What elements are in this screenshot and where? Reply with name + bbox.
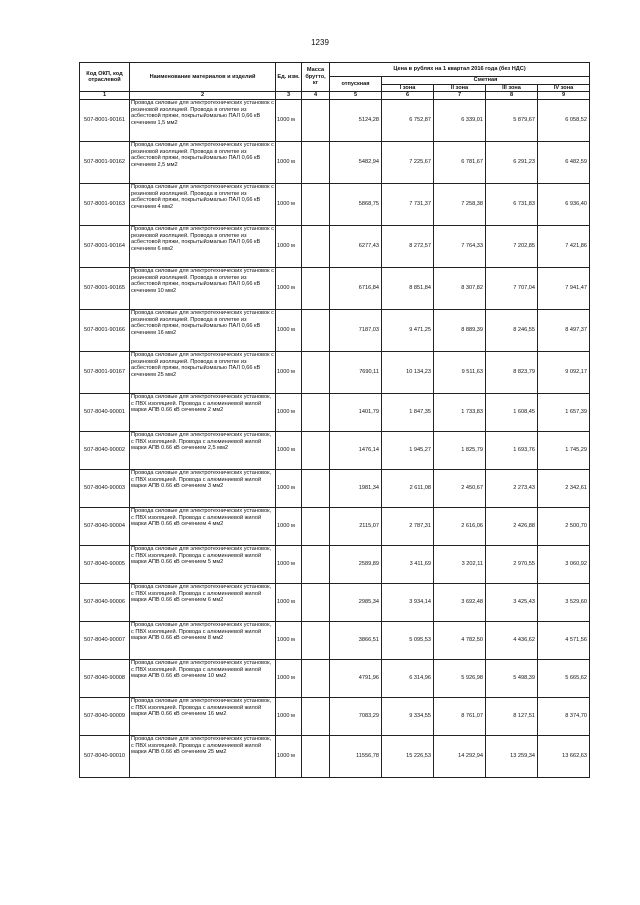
zone-4-price-cell: 4 571,56 xyxy=(538,622,590,660)
release-price-cell: 2589,89 xyxy=(330,546,382,584)
mass-cell xyxy=(302,736,330,778)
table-row xyxy=(80,470,590,508)
header-zone-3: III зона xyxy=(486,84,538,92)
release-price-cell: 3866,51 xyxy=(330,622,382,660)
zone-3-price-cell: 1 608,45 xyxy=(486,394,538,432)
table-row xyxy=(80,698,590,736)
zone-2-price-cell: 6 339,01 xyxy=(434,100,486,142)
table-row xyxy=(80,508,590,546)
table-row xyxy=(80,226,590,268)
mass-cell xyxy=(302,100,330,142)
material-name-cell: Провода силовые для электротехнических установок, с ПВХ изоляцией. Провода с алюминиевой жилой марки АПВ 0.66 кВ сечением 2 мм2 xyxy=(130,394,276,432)
release-price-cell: 11556,78 xyxy=(330,736,382,778)
okp-code-cell: 507-8040-90009 xyxy=(80,698,130,736)
column-number: 3 xyxy=(276,92,302,100)
zone-2-price-cell: 8 761,07 xyxy=(434,698,486,736)
zone-1-price-cell: 6 752,87 xyxy=(382,100,434,142)
zone-3-price-cell: 5 879,67 xyxy=(486,100,538,142)
release-price-cell: 5482,94 xyxy=(330,142,382,184)
zone-4-price-cell: 8 497,37 xyxy=(538,310,590,352)
material-name-cell: Провода силовые для электротехнических установок, с ПВХ изоляцией. Провода с алюминиевой жилой марки АПВ 0.66 кВ сечением 5 мм2 xyxy=(130,546,276,584)
zone-1-price-cell: 3 411,69 xyxy=(382,546,434,584)
zone-3-price-cell: 5 498,39 xyxy=(486,660,538,698)
zone-1-price-cell: 8 851,84 xyxy=(382,268,434,310)
unit-cell: 1000 м xyxy=(276,394,302,432)
release-price-cell: 7690,11 xyxy=(330,352,382,394)
zone-3-price-cell: 4 436,62 xyxy=(486,622,538,660)
zone-2-price-cell: 5 926,98 xyxy=(434,660,486,698)
mass-cell xyxy=(302,622,330,660)
mass-cell xyxy=(302,508,330,546)
zone-1-price-cell: 7 225,67 xyxy=(382,142,434,184)
release-price-cell: 2115,07 xyxy=(330,508,382,546)
table-row xyxy=(80,660,590,698)
material-name-cell: Провода силовые для электротехнических установок с резиновой изоляцией. Провода в оплетке из асбестовой пряжи, покрытыйэмалью ПАЛ 0,66 кВ сечением 16 мм2 xyxy=(130,310,276,352)
unit-cell: 1000 м xyxy=(276,226,302,268)
material-name-cell: Провода силовые для электротехнических установок с резиновой изоляцией. Провода в оплетке из асбестовой пряжи, покрытыйэмалью ПАЛ 0,66 кВ сечением 1,5 мм2 xyxy=(130,100,276,142)
zone-4-price-cell: 6 936,40 xyxy=(538,184,590,226)
zone-1-price-cell: 7 731,37 xyxy=(382,184,434,226)
zone-1-price-cell: 15 226,53 xyxy=(382,736,434,778)
zone-4-price-cell: 5 665,62 xyxy=(538,660,590,698)
zone-1-price-cell: 9 471,25 xyxy=(382,310,434,352)
release-price-cell: 5868,75 xyxy=(330,184,382,226)
zone-2-price-cell: 7 258,38 xyxy=(434,184,486,226)
zone-1-price-cell: 5 095,53 xyxy=(382,622,434,660)
okp-code-cell: 507-8040-90010 xyxy=(80,736,130,778)
material-name-cell: Провода силовые для электротехнических установок с резиновой изоляцией. Провода в оплетке из асбестовой пряжи, покрытыйэмалью ПАЛ 0,66 кВ сечением 6 мм2 xyxy=(130,226,276,268)
column-number: 6 xyxy=(382,92,434,100)
material-name-cell: Провода силовые для электротехнических установок, с ПВХ изоляцией. Провода с алюминиевой жилой марки АПВ 0.66 кВ сечением 16 мм2 xyxy=(130,698,276,736)
unit-cell: 1000 м xyxy=(276,584,302,622)
zone-3-price-cell: 2 273,43 xyxy=(486,470,538,508)
zone-2-price-cell: 3 692,48 xyxy=(434,584,486,622)
material-name-cell: Провода силовые для электротехнических установок, с ПВХ изоляцией. Провода с алюминиевой жилой марки АПВ 0.66 кВ сечением 10 мм2 xyxy=(130,660,276,698)
okp-code-cell: 507-8040-90004 xyxy=(80,508,130,546)
zone-4-price-cell: 7 421,86 xyxy=(538,226,590,268)
header-code: Код ОКП, код отраслевой xyxy=(80,63,130,92)
mass-cell xyxy=(302,184,330,226)
unit-cell: 1000 м xyxy=(276,470,302,508)
release-price-cell: 1981,34 xyxy=(330,470,382,508)
okp-code-cell: 507-8001-90167 xyxy=(80,352,130,394)
unit-cell: 1000 м xyxy=(276,508,302,546)
mass-cell xyxy=(302,470,330,508)
header-price-group: Цена в рублях на 1 квартал 2016 года (без НДС) xyxy=(330,63,590,77)
mass-cell xyxy=(302,268,330,310)
okp-code-cell: 507-8040-90002 xyxy=(80,432,130,470)
zone-3-price-cell: 13 259,34 xyxy=(486,736,538,778)
table-row xyxy=(80,184,590,226)
unit-cell: 1000 м xyxy=(276,268,302,310)
zone-1-price-cell: 10 134,23 xyxy=(382,352,434,394)
zone-1-price-cell: 6 314,96 xyxy=(382,660,434,698)
zone-4-price-cell: 9 092,17 xyxy=(538,352,590,394)
unit-cell: 1000 м xyxy=(276,622,302,660)
zone-2-price-cell: 3 202,11 xyxy=(434,546,486,584)
zone-3-price-cell: 6 291,23 xyxy=(486,142,538,184)
zone-1-price-cell: 3 934,14 xyxy=(382,584,434,622)
table-row xyxy=(80,432,590,470)
page-number: 1239 xyxy=(311,38,329,47)
zone-1-price-cell: 1 945,27 xyxy=(382,432,434,470)
column-number: 4 xyxy=(302,92,330,100)
mass-cell xyxy=(302,226,330,268)
table-row xyxy=(80,394,590,432)
zone-4-price-cell: 3 060,92 xyxy=(538,546,590,584)
header-name: Наименование материалов и изделий xyxy=(130,63,276,92)
price-table-body xyxy=(80,100,590,778)
table-row xyxy=(80,268,590,310)
okp-code-cell: 507-8040-90008 xyxy=(80,660,130,698)
price-table xyxy=(79,62,590,778)
unit-cell: 1000 м xyxy=(276,698,302,736)
unit-cell: 1000 м xyxy=(276,432,302,470)
okp-code-cell: 507-8040-90005 xyxy=(80,546,130,584)
release-price-cell: 4791,96 xyxy=(330,660,382,698)
unit-cell: 1000 м xyxy=(276,184,302,226)
header-zone-4: IV зона xyxy=(538,84,590,92)
column-number: 1 xyxy=(80,92,130,100)
zone-2-price-cell: 7 764,33 xyxy=(434,226,486,268)
zone-2-price-cell: 8 307,82 xyxy=(434,268,486,310)
table-row xyxy=(80,584,590,622)
material-name-cell: Провода силовые для электротехнических установок с резиновой изоляцией. Провода в оплетке из асбестовой пряжи, покрытыйэмалью ПАЛ 0,66 кВ сечением 4 мм2 xyxy=(130,184,276,226)
material-name-cell: Провода силовые для электротехнических установок, с ПВХ изоляцией. Провода с алюминиевой жилой марки АПВ 0.66 кВ сечением 8 мм2 xyxy=(130,622,276,660)
header-unit: Ед. изм. xyxy=(276,63,302,92)
zone-2-price-cell: 1 825,79 xyxy=(434,432,486,470)
mass-cell xyxy=(302,546,330,584)
zone-2-price-cell: 9 511,63 xyxy=(434,352,486,394)
zone-4-price-cell: 6 482,59 xyxy=(538,142,590,184)
okp-code-cell: 507-8040-90001 xyxy=(80,394,130,432)
table-row xyxy=(80,736,590,778)
header-mass: Масса брутто, кг xyxy=(302,63,330,92)
release-price-cell: 1476,14 xyxy=(330,432,382,470)
mass-cell xyxy=(302,142,330,184)
okp-code-cell: 507-8040-90003 xyxy=(80,470,130,508)
material-name-cell: Провода силовые для электротехнических установок с резиновой изоляцией. Провода в оплетке из асбестовой пряжи, покрытыйэмалью ПАЛ 0,66 кВ сечением 10 мм2 xyxy=(130,268,276,310)
column-number: 5 xyxy=(330,92,382,100)
release-price-cell: 6277,43 xyxy=(330,226,382,268)
table-row xyxy=(80,546,590,584)
zone-3-price-cell: 2 970,55 xyxy=(486,546,538,584)
okp-code-cell: 507-8001-90166 xyxy=(80,310,130,352)
release-price-cell: 5124,28 xyxy=(330,100,382,142)
table-row xyxy=(80,142,590,184)
zone-2-price-cell: 4 782,50 xyxy=(434,622,486,660)
material-name-cell: Провода силовые для электротехнических установок, с ПВХ изоляцией. Провода с алюминиевой жилой марки АПВ 0.66 кВ сечением 2,5 мм2 xyxy=(130,432,276,470)
unit-cell: 1000 м xyxy=(276,352,302,394)
zone-4-price-cell: 2 500,70 xyxy=(538,508,590,546)
table-row xyxy=(80,100,590,142)
table-row xyxy=(80,352,590,394)
mass-cell xyxy=(302,432,330,470)
zone-1-price-cell: 2 611,08 xyxy=(382,470,434,508)
header-zone-2: II зона xyxy=(434,84,486,92)
okp-code-cell: 507-8040-90006 xyxy=(80,584,130,622)
zone-3-price-cell: 3 425,43 xyxy=(486,584,538,622)
okp-code-cell: 507-8001-90165 xyxy=(80,268,130,310)
release-price-cell: 1401,79 xyxy=(330,394,382,432)
okp-code-cell: 507-8001-90161 xyxy=(80,100,130,142)
column-number: 2 xyxy=(130,92,276,100)
zone-2-price-cell: 14 292,94 xyxy=(434,736,486,778)
unit-cell: 1000 м xyxy=(276,142,302,184)
zone-2-price-cell: 8 889,39 xyxy=(434,310,486,352)
mass-cell xyxy=(302,352,330,394)
material-name-cell: Провода силовые для электротехнических установок, с ПВХ изоляцией. Провода с алюминиевой жилой марки АПВ 0.66 кВ сечением 4 мм2 xyxy=(130,508,276,546)
material-name-cell: Провода силовые для электротехнических установок, с ПВХ изоляцией. Провода с алюминиевой жилой марки АПВ 0.66 кВ сечением 3 мм2 xyxy=(130,470,276,508)
zone-4-price-cell: 1 745,29 xyxy=(538,432,590,470)
mass-cell xyxy=(302,584,330,622)
zone-4-price-cell: 3 529,60 xyxy=(538,584,590,622)
zone-1-price-cell: 9 334,55 xyxy=(382,698,434,736)
zone-4-price-cell: 8 374,70 xyxy=(538,698,590,736)
release-price-cell: 7187,03 xyxy=(330,310,382,352)
material-name-cell: Провода силовые для электротехнических установок, с ПВХ изоляцией. Провода с алюминиевой жилой марки АПВ 0.66 кВ сечением 6 мм2 xyxy=(130,584,276,622)
zone-4-price-cell: 2 342,61 xyxy=(538,470,590,508)
zone-3-price-cell: 8 127,51 xyxy=(486,698,538,736)
unit-cell: 1000 м xyxy=(276,736,302,778)
zone-3-price-cell: 8 823,79 xyxy=(486,352,538,394)
release-price-cell: 2985,34 xyxy=(330,584,382,622)
release-price-cell: 7083,29 xyxy=(330,698,382,736)
unit-cell: 1000 м xyxy=(276,546,302,584)
zone-4-price-cell: 7 941,47 xyxy=(538,268,590,310)
table-row xyxy=(80,310,590,352)
zone-3-price-cell: 7 202,85 xyxy=(486,226,538,268)
release-price-cell: 6716,84 xyxy=(330,268,382,310)
zone-1-price-cell: 8 272,57 xyxy=(382,226,434,268)
zone-1-price-cell: 1 847,35 xyxy=(382,394,434,432)
zone-2-price-cell: 1 733,83 xyxy=(434,394,486,432)
zone-2-price-cell: 2 616,06 xyxy=(434,508,486,546)
column-number: 8 xyxy=(486,92,538,100)
okp-code-cell: 507-8001-90164 xyxy=(80,226,130,268)
header-zone-1: I зона xyxy=(382,84,434,92)
mass-cell xyxy=(302,394,330,432)
okp-code-cell: 507-8040-90007 xyxy=(80,622,130,660)
material-name-cell: Провода силовые для электротехнических установок с резиновой изоляцией. Провода в оплетке из асбестовой пряжи, покрытыйэмалью ПАЛ 0,66 кВ сечением 25 мм2 xyxy=(130,352,276,394)
column-number: 7 xyxy=(434,92,486,100)
zone-3-price-cell: 1 693,76 xyxy=(486,432,538,470)
header-release-price: отпускная xyxy=(330,77,382,92)
mass-cell xyxy=(302,698,330,736)
okp-code-cell: 507-8001-90163 xyxy=(80,184,130,226)
zone-3-price-cell: 8 246,55 xyxy=(486,310,538,352)
material-name-cell: Провода силовые для электротехнических установок с резиновой изоляцией. Провода в оплетке из асбестовой пряжи, покрытыйэмалью ПАЛ 0,66 кВ сечением 2,5 мм2 xyxy=(130,142,276,184)
zone-4-price-cell: 6 058,52 xyxy=(538,100,590,142)
header-estimate: Сметная xyxy=(382,77,590,85)
unit-cell: 1000 м xyxy=(276,660,302,698)
column-number: 9 xyxy=(538,92,590,100)
zone-4-price-cell: 13 662,63 xyxy=(538,736,590,778)
material-name-cell: Провода силовые для электротехнических установок, с ПВХ изоляцией. Провода с алюминиевой жилой марки АПВ 0.66 кВ сечением 25 мм2 xyxy=(130,736,276,778)
mass-cell xyxy=(302,310,330,352)
zone-1-price-cell: 2 787,31 xyxy=(382,508,434,546)
okp-code-cell: 507-8001-90162 xyxy=(80,142,130,184)
zone-3-price-cell: 7 707,04 xyxy=(486,268,538,310)
table-row xyxy=(80,622,590,660)
unit-cell: 1000 м xyxy=(276,100,302,142)
mass-cell xyxy=(302,660,330,698)
zone-3-price-cell: 6 731,83 xyxy=(486,184,538,226)
zone-4-price-cell: 1 657,39 xyxy=(538,394,590,432)
zone-3-price-cell: 2 426,88 xyxy=(486,508,538,546)
zone-2-price-cell: 2 450,67 xyxy=(434,470,486,508)
unit-cell: 1000 м xyxy=(276,310,302,352)
zone-2-price-cell: 6 781,67 xyxy=(434,142,486,184)
